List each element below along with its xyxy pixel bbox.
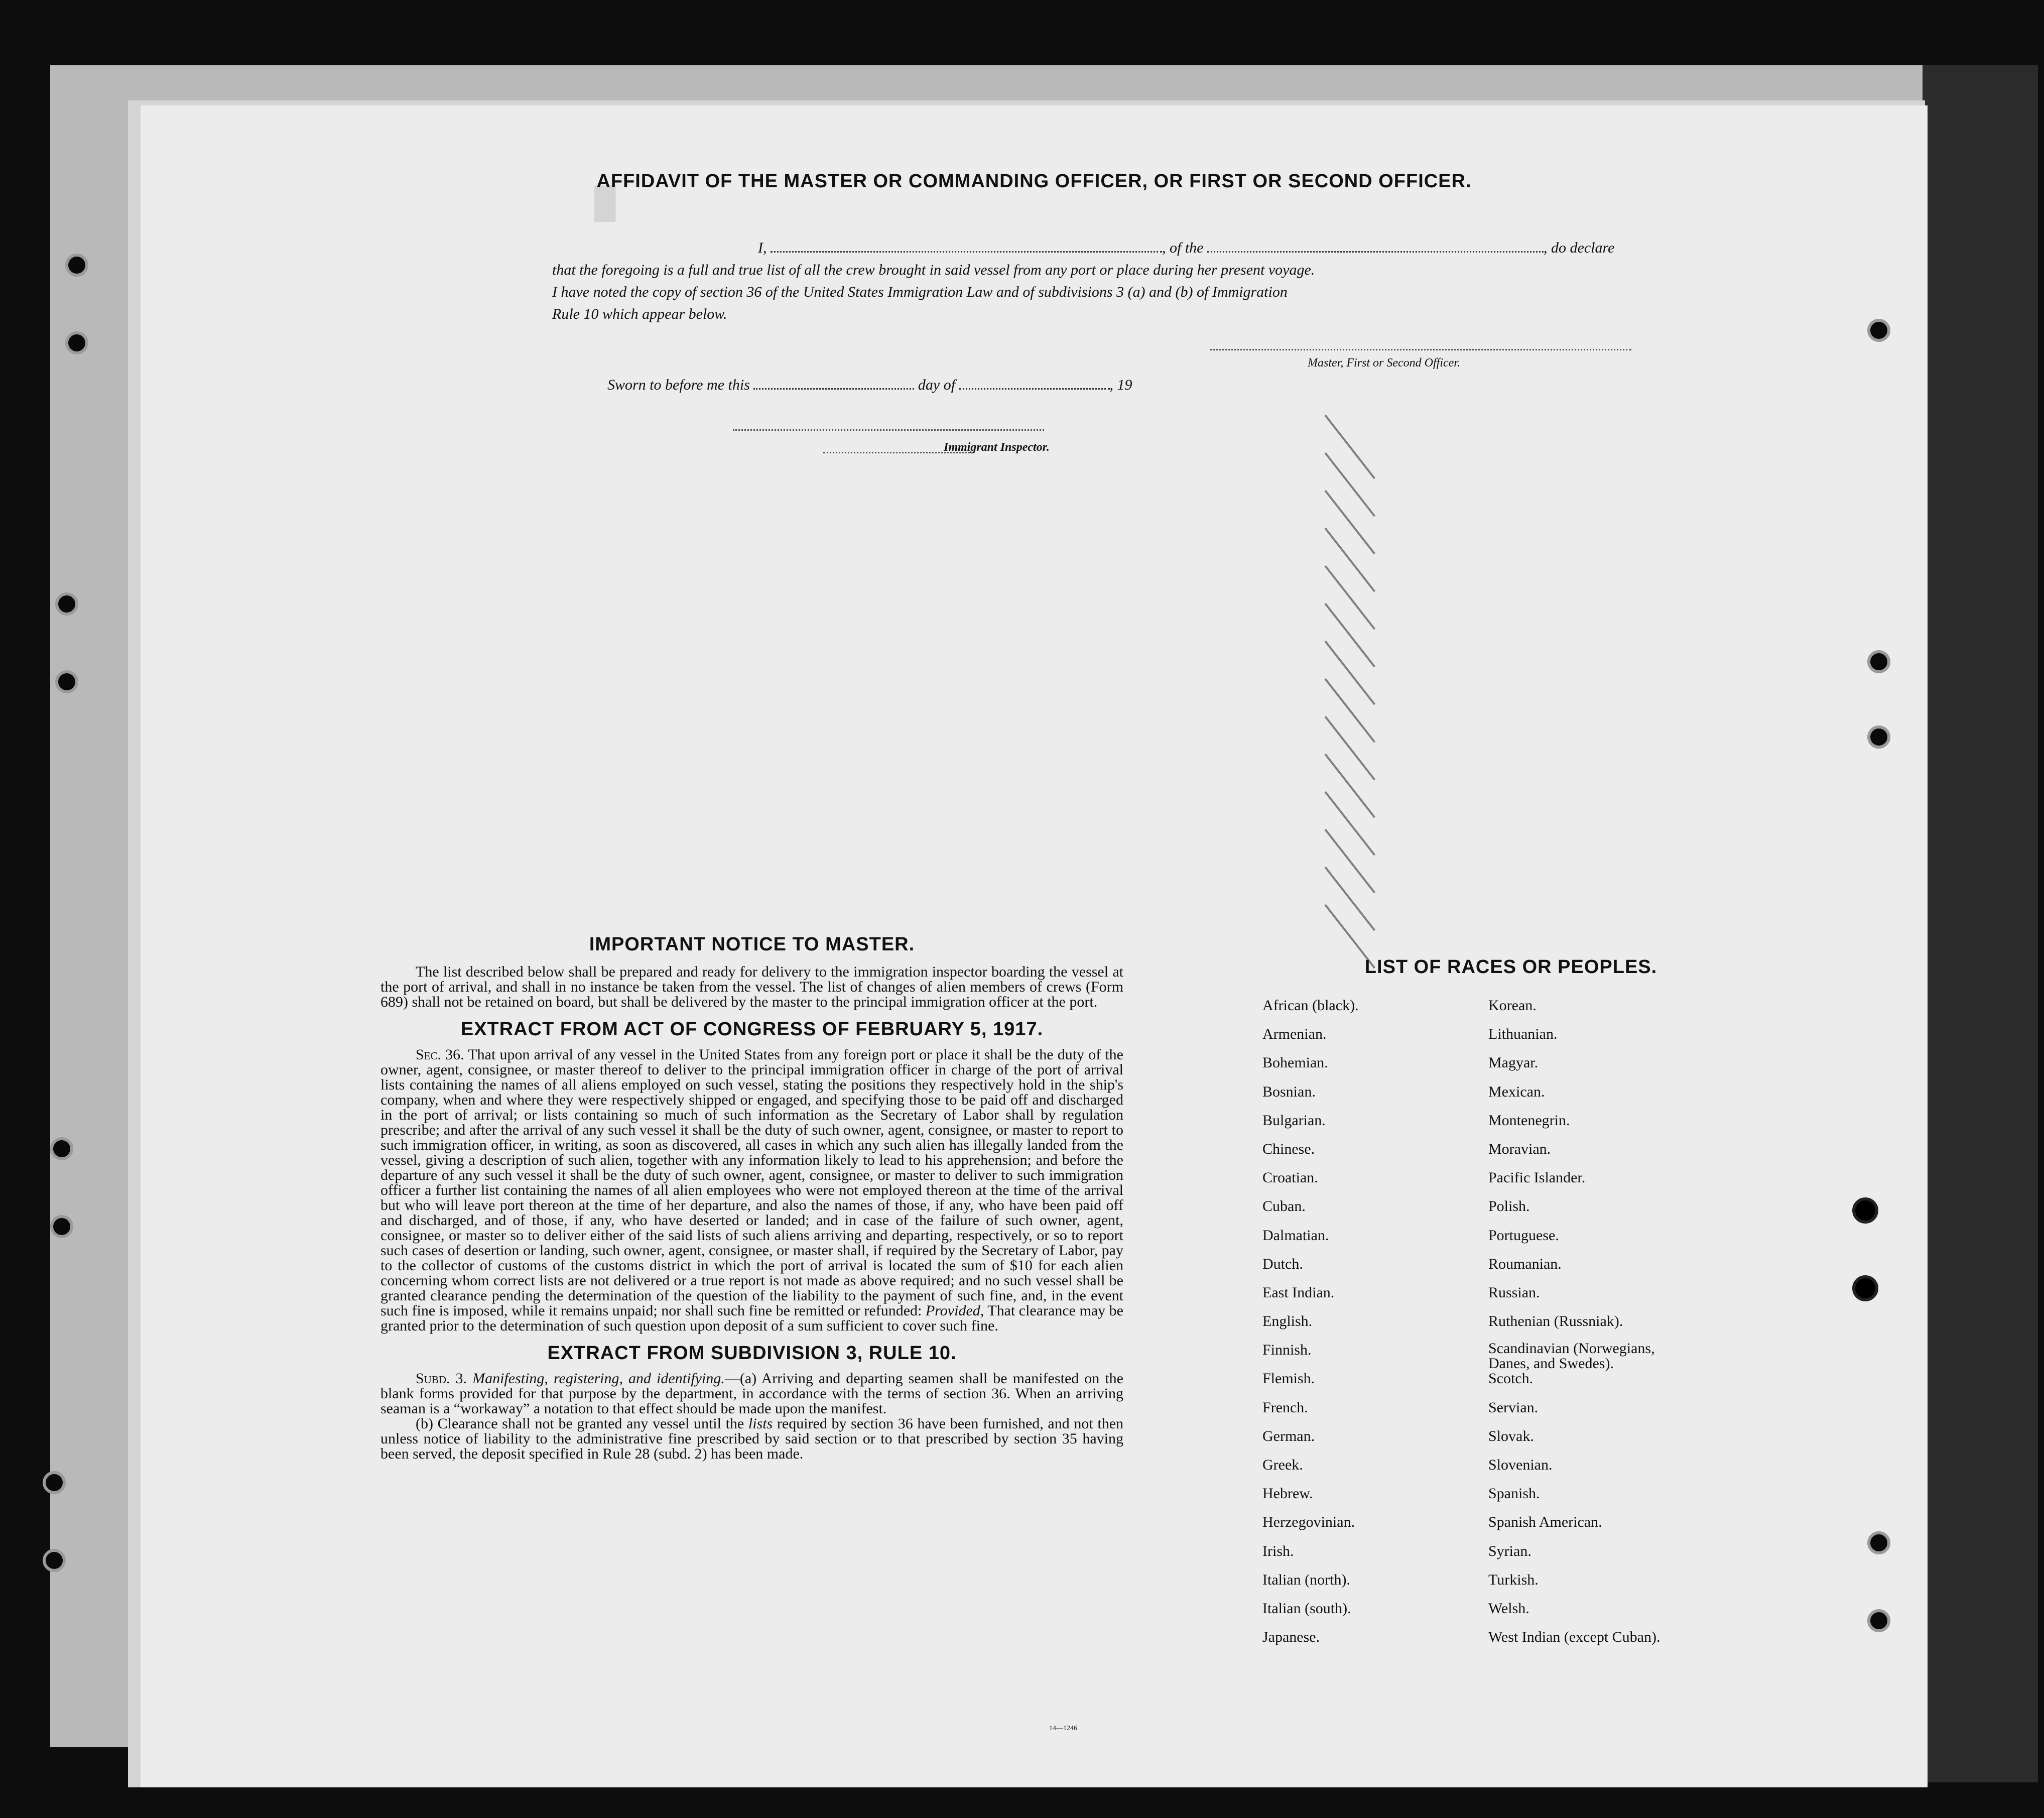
race-item: Lithuanian. — [1488, 1026, 1558, 1043]
race-item: African (black). — [1262, 997, 1359, 1014]
race-item: Flemish. — [1262, 1370, 1315, 1387]
binder-hole — [65, 254, 88, 277]
binder-hole — [55, 592, 78, 616]
affidavit-line-3: I have noted the copy of section 36 of the United States Immigration Law and of subdivisions 3 (a) and (b) of Immigration — [552, 284, 1288, 300]
race-item: Spanish. — [1488, 1485, 1540, 1502]
race-item: Scotch. — [1488, 1370, 1534, 1387]
race-item: French. — [1262, 1399, 1308, 1416]
subd-text-b1: (b) Clearance shall not be granted any vessel until the — [416, 1415, 744, 1432]
extract-rule-title: EXTRACT FROM SUBDIVISION 3, RULE 10. — [547, 1343, 957, 1364]
race-item: Japanese. — [1262, 1629, 1320, 1646]
binder-hole — [55, 670, 78, 693]
binder-hole — [1867, 650, 1890, 673]
race-item: Polish. — [1488, 1198, 1530, 1215]
race-item: Scandinavian (Norwegians, Danes, and Swedes). — [1488, 1340, 1655, 1372]
subd-heading: Manifesting, registering, and identifying. — [472, 1370, 725, 1387]
binder-hole — [1867, 1609, 1890, 1632]
race-item: Moravian. — [1488, 1140, 1551, 1157]
inspector-caption: Immigrant Inspector. — [944, 441, 1050, 454]
race-item: Bohemian. — [1262, 1054, 1328, 1071]
race-item: Slovak. — [1488, 1427, 1534, 1444]
binder-hole — [1867, 725, 1890, 749]
extract-rule-text-b — [380, 1416, 1123, 1462]
race-item: Roumanian. — [1488, 1255, 1562, 1272]
binder-hole — [43, 1471, 66, 1494]
subd-text-b-lists: lists — [748, 1415, 773, 1432]
race-item: Finnish. — [1262, 1342, 1312, 1359]
race-item: Italian (south). — [1262, 1600, 1351, 1617]
race-item: Chinese. — [1262, 1140, 1315, 1157]
manifest-page — [141, 105, 1928, 1787]
notice-column — [380, 934, 1123, 1462]
binder-hole — [1852, 1275, 1878, 1301]
sworn-day-of: day of — [918, 377, 956, 393]
races-right-column — [1488, 997, 1699, 1657]
race-item: Spanish American. — [1488, 1514, 1602, 1531]
race-item: Armenian. — [1262, 1026, 1327, 1043]
race-item: Magyar. — [1488, 1054, 1539, 1071]
form-number: 14—1246 — [1049, 1725, 1077, 1732]
race-item: Welsh. — [1488, 1600, 1529, 1617]
sec-label: Sec. 36. — [416, 1046, 464, 1063]
race-item: Italian (north). — [1262, 1571, 1350, 1588]
race-item: Croatian. — [1262, 1169, 1318, 1186]
race-item: Mexican. — [1488, 1083, 1545, 1100]
affidavit-title: AFFIDAVIT OF THE MASTER OR COMMANDING OFFICER, OR FIRST OR SECOND OFFICER. — [596, 171, 1472, 192]
binder-hole — [50, 1215, 73, 1238]
race-item: West Indian (except Cuban). — [1488, 1629, 1660, 1646]
race-item: German. — [1262, 1427, 1315, 1444]
binder-hole — [65, 331, 88, 354]
master-signature-line — [1210, 349, 1631, 350]
race-item: Slovenian. — [1488, 1457, 1553, 1473]
race-item: Dalmatian. — [1262, 1227, 1329, 1244]
binding-edge — [1923, 65, 2038, 1782]
race-item: Montenegrin. — [1488, 1112, 1570, 1129]
races-title: LIST OF RACES OR PEOPLES. — [1364, 956, 1657, 978]
sworn-line — [607, 377, 1132, 394]
race-item: Hebrew. — [1262, 1485, 1313, 1502]
affidavit-do-declare: , do declare — [1544, 239, 1615, 256]
race-item: Syrian. — [1488, 1542, 1531, 1559]
race-item: Ruthenian (Russniak). — [1488, 1313, 1623, 1330]
race-item: English. — [1262, 1313, 1313, 1330]
race-item: Bosnian. — [1262, 1083, 1316, 1100]
affidavit-line-2: that the foregoing is a full and true list of all the crew brought in said vessel from any port or place during her present voyage. — [552, 262, 1315, 278]
provided-label: Provided, — [925, 1302, 984, 1319]
race-item: Portuguese. — [1488, 1227, 1559, 1244]
notice-title: IMPORTANT NOTICE TO MASTER. — [589, 934, 915, 955]
extract-act-title: EXTRACT FROM ACT OF CONGRESS OF FEBRUARY 5, 1917. — [460, 1019, 1044, 1040]
sworn-year: , 19 — [1109, 377, 1132, 393]
master-caption: Master, First or Second Officer. — [1308, 356, 1460, 370]
race-item: Cuban. — [1262, 1198, 1306, 1215]
race-item: Servian. — [1488, 1399, 1539, 1416]
race-item: Irish. — [1262, 1542, 1294, 1559]
race-item: Russian. — [1488, 1284, 1540, 1301]
sworn-prefix: Sworn to before me this — [607, 377, 750, 393]
extract-act-text — [380, 1047, 1123, 1334]
subd-label: Subd. 3. — [416, 1370, 467, 1387]
race-item: Herzegovinian. — [1262, 1514, 1355, 1531]
subd-text-b2: required by section 36 have been furnished, and not then unless notice of liability to the administrative fine prescribed by said section or to that prescribed by section 35 having been served, the deposit specified in Rule 28 (subd. 2) has been made. — [380, 1415, 1124, 1462]
extract-rule-text-a — [380, 1371, 1123, 1416]
sec-36-text: That upon arrival of any vessel in the United States from any foreign port or place it shall be the duty of the owner, agent, consignee, or master thereof to deliver to the principal immigration officer in charge of the port of arrival lists containing the names of all aliens employed on such vessel, stating the positions they respectively hold in the ship's company, when and where they were respectively shipped or engaged, and specifying those to be paid off and discharged in the port of arrival; or lists containing so much of such information as the Secretary of Labor shall by regulation prescribe; and after the arrival of any such vessel it shall be the duty of such owner, agent, consignee, or master to report to such immigration officer, in writing, as soon as discovered, all cases in which any such alien has illegally landed from the vessel, giving a description of such alien, together with any information likely to lead to his apprehension; and before the departure of any such vessel it shall be the duty of such owner, agent, consignee, or master to deliver to such immigration officer a further list containing the names of all alien employees who were not employed thereon at the time of the arrival but who will leave port thereon at the time of her departure, and also the names of those, if any, who have been paid off and discharged, and of those, if any, who have deserted or landed; and in case of the failure of such owner, agent, consignee, or master so to deliver either of the said lists of such aliens arriving and departing, respectively, or so to report such cases of desertion or landing, such owner, agent, consignee, or master shall, if required by the Secretary of Labor, pay to the collector of customs of the customs district in which the port of arrival is located the sum of $10 for each alien concerning whom correct lists are not delivered or a true report is not made as above required; and no such vessel shall be granted clearance pending the determination of the question of the liability to the payment of such fine, and, in the event such fine is imposed, while it remains unpaid; nor shall such fine be remitted or refunded: — [380, 1046, 1123, 1319]
race-item: Pacific Islander. — [1488, 1169, 1586, 1186]
binder-hole — [1867, 319, 1890, 342]
bleed-through-text: █ — [592, 186, 616, 219]
subd-text-a: —(a) Arriving and departing seamen shall be manifested on the blank forms provided for that purpose by the department, in accordance with the terms of section 36. When an arriving seaman is a “workaway” a notation to that effect should be made upon the manifest. — [380, 1370, 1123, 1417]
race-item: Bulgarian. — [1262, 1112, 1326, 1129]
affidavit-of-the: , of the — [1162, 239, 1204, 256]
race-item: Greek. — [1262, 1457, 1303, 1473]
affidavit-line-4: Rule 10 which appear below. — [552, 306, 727, 322]
binder-hole — [1852, 1197, 1878, 1224]
binder-hole — [43, 1549, 66, 1572]
inspector-signature-line — [733, 429, 1044, 431]
binder-hole — [1867, 1531, 1890, 1554]
affidavit-text — [552, 237, 1682, 325]
races-left-column — [1262, 997, 1359, 1657]
sec-36-text-end: That clearance may be granted prior to the determination of such question upon deposit of a sum sufficient to cover such fine. — [380, 1302, 1123, 1334]
race-item: East Indian. — [1262, 1284, 1335, 1301]
race-item: Korean. — [1488, 997, 1537, 1014]
affidavit-i-label: I, — [758, 239, 767, 256]
race-item: Dutch. — [1262, 1255, 1303, 1272]
race-item: Turkish. — [1488, 1571, 1539, 1588]
binder-hole — [50, 1137, 73, 1160]
notice-text: The list described below shall be prepared and ready for delivery to the immigration inspector boarding the vessel at the port of arrival, and shall in no instance be taken from the vessel. The list of changes of alien members of crews (Form 689) shall not be retained on board, but shall be delivered by the master to the principal immigration officer at the port. — [380, 963, 1123, 1010]
